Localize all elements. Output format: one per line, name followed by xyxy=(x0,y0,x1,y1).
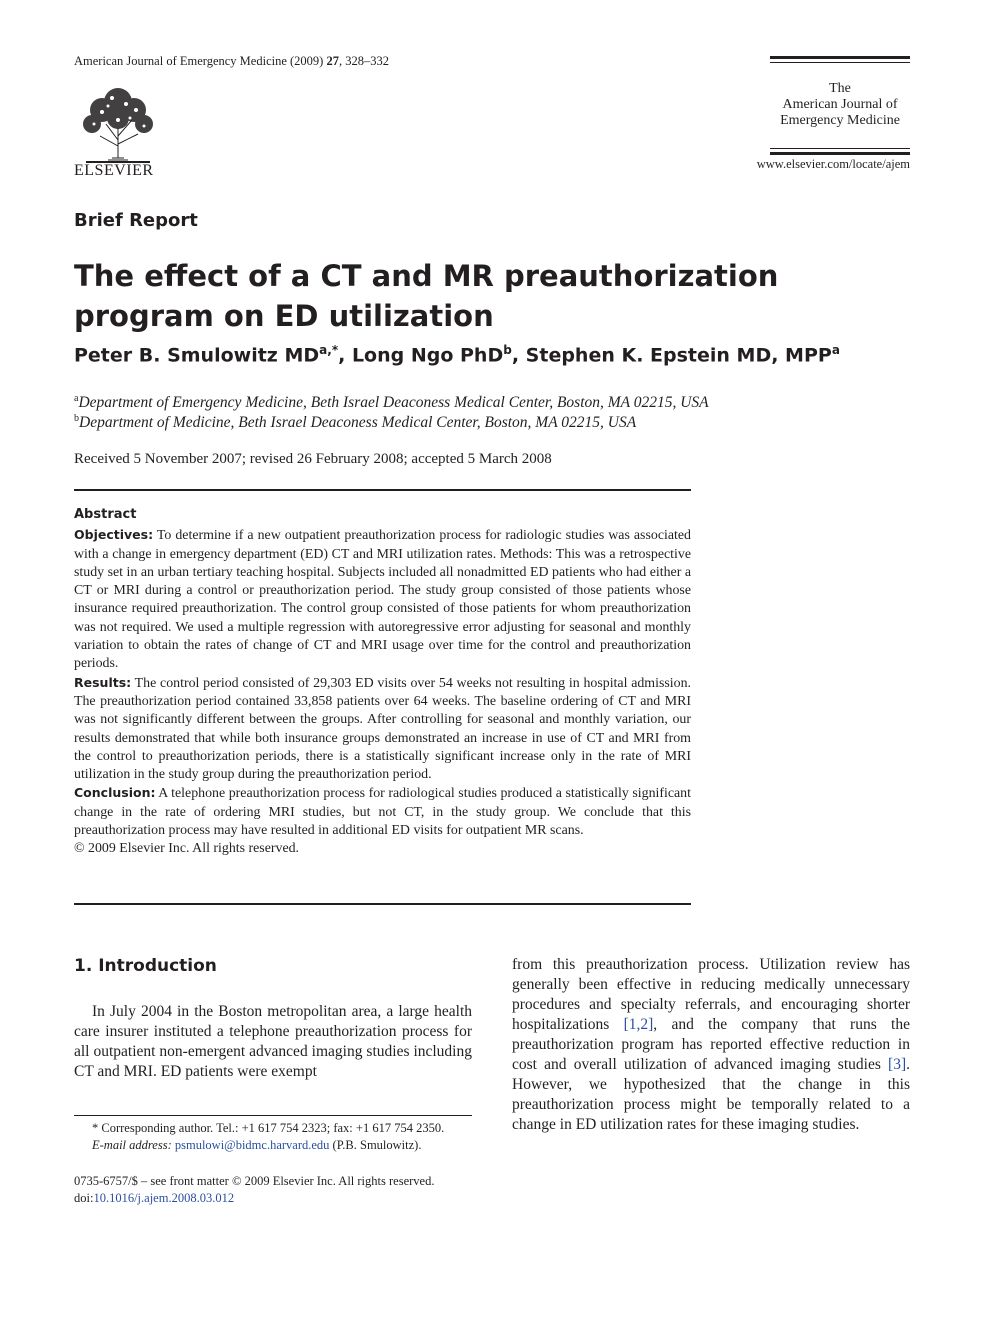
objectives-text: To determine if a new outpatient preauthorization process for radiologic studies was associated with a change in emergency department (ED) CT and MRI utilization rates. Methods: This was a retrospective study set in an urban tertiary teaching hospital. Subjects included all nonadmitted ED patients who had either a CT or MRI during a control or preauthorization period. The study group consisted of those patients whose insurance required preauthorization. The control group consisted of those patients for whom preauthorization was not required. We used a multiple regression with autoregressive error adjusting for seasonal and monthly variation to obtain the rates of change of CT and MRI usage over time for the control and preauthorization periods. xyxy=(74,528,691,672)
affiliation-text: Department of Emergency Medicine, Beth Israel Deaconess Medical Center, Boston, MA 02215, USA xyxy=(78,394,709,412)
body-paragraph xyxy=(512,955,910,1135)
footnote-rule xyxy=(74,1115,472,1116)
results-label: Results: xyxy=(74,674,132,690)
elsevier-logo-text: ELSEVIER xyxy=(74,162,154,179)
conclusion-text: A telephone preauthorization process for radiological studies produced a statistically significant change in the rate of ordering MRI studies, but not CT, in the study group. We conclude that this preauthorization process may have resulted in additional ED visits for outpatient MR scans. xyxy=(74,786,691,839)
author-name: Long Ngo PhD xyxy=(351,344,504,367)
masthead-rule-bottom xyxy=(770,152,910,155)
author-list: Peter B. Smulowitz $MD^{a,*}$, Long Ngo PhD$^b$, Stephen K. Epstein MD, MPP$^a$ xyxy=(74,343,840,367)
affiliation-text: Department of Medicine, Beth Israel Deaconess Medical Center, Boston, MA 02215, USA xyxy=(79,414,637,432)
footer-info xyxy=(74,1173,494,1207)
affiliation-mark: a xyxy=(74,393,79,404)
journal-url-link[interactable]: www.elsevier.com/locate/ajem xyxy=(756,157,910,171)
journal-masthead xyxy=(770,56,910,155)
abstract-objectives xyxy=(74,526,691,673)
section-label: Brief Report xyxy=(74,210,198,231)
author-name: Peter B. Smulowitz MD xyxy=(74,344,320,367)
journal-citation xyxy=(74,54,389,69)
journal-name-line3: Emergency Medicine xyxy=(780,113,900,128)
body-paragraph: In July 2004 in the Boston metropolitan area, a large health care insurer instituted a telephone preauthorization process for all outpatient non-emergent advanced imaging studies including CT and MRI. ED patients were exempt xyxy=(74,1003,472,1080)
author-name: Stephen K. Epstein MD, MPP xyxy=(525,344,832,367)
body-column-right xyxy=(512,955,910,1135)
section-heading-introduction: 1. Introduction xyxy=(74,956,217,976)
affiliation xyxy=(74,393,834,412)
reference-link[interactable]: [1,2] xyxy=(623,1016,654,1033)
doi-line xyxy=(74,1190,494,1207)
body-column-left xyxy=(74,1002,472,1082)
body-text: . However, we hypothesized that the change in this preauthorization process might be temporally related to a change in ED utilization rates for these imaging studies. xyxy=(512,1056,910,1133)
author-affiliation-mark: a,* xyxy=(319,343,339,357)
abstract-heading: Abstract xyxy=(74,507,137,522)
masthead-rule-bottom-thin xyxy=(770,148,910,149)
body-text: , and the company that runs the preauthorization program has reported effective reduction in cost and overall utilization of advanced imaging studies xyxy=(512,1016,910,1073)
journal-name xyxy=(770,63,910,145)
email-suffix: (P.B. Smulowitz). xyxy=(332,1138,422,1152)
reference-link[interactable]: [3] xyxy=(888,1056,907,1073)
objectives-label: Objectives: xyxy=(74,527,154,543)
doi-link[interactable]: 10.1016/j.ajem.2008.03.012 xyxy=(93,1191,235,1205)
issn-line: 0735-6757/$ – see front matter © 2009 Elsevier Inc. All rights reserved. xyxy=(74,1174,435,1188)
doi-label: doi: xyxy=(74,1191,94,1205)
abstract-rule-bottom xyxy=(74,903,691,905)
abstract-conclusion xyxy=(74,784,691,840)
received-dates: Received 5 November 2007; revised 26 February 2008; accepted 5 March 2008 xyxy=(74,451,552,467)
corresponding-author: Corresponding author. Tel.: +1 617 754 2323; fax: +1 617 754 2350. xyxy=(101,1121,445,1135)
abstract-results xyxy=(74,674,691,785)
abstract xyxy=(74,506,691,859)
citation-volume: 27 xyxy=(326,54,339,68)
article-title: The effect of a CT and MR preauthorization program on ED utilization xyxy=(74,259,779,333)
citation-journal: American Journal of Emergency Medicine (2009) xyxy=(74,54,324,68)
footnote xyxy=(74,1120,472,1154)
email-link[interactable]: psmulowi@bidmc.harvard.edu xyxy=(174,1138,330,1152)
body-text: from this preauthorization process. Utilization review has generally been effective in reducing medically unnecessary procedures and specialty referrals, and encouraging shorter hospitalizations xyxy=(512,956,910,1033)
abstract-rule-top xyxy=(74,489,691,491)
journal-name-line1: The xyxy=(829,81,851,96)
author-affiliation-mark: b xyxy=(503,343,512,357)
abstract-copyright: © 2009 Elsevier Inc. All rights reserved. xyxy=(74,841,300,857)
masthead-rule-top xyxy=(770,56,910,59)
conclusion-label: Conclusion: xyxy=(74,785,156,801)
results-text: The control period consisted of 29,303 ED visits over 54 weeks not resulting in hospital admission. The preauthorization period contained 33,858 patients over 64 weeks. The baseline ordering of CT and MRI was not significantly different between the groups. After controlling for seasonal and monthly variation, our results demonstrated that while both insurance groups demonstrated an increase in use of CT and MRI from the control to preauthorization periods, there is a statistically significant increase only in the rate of MRI utilization in the study group during the preauthorization period. xyxy=(74,675,691,783)
author-affiliation-mark: a xyxy=(831,343,840,357)
journal-name-line2: American Journal of xyxy=(782,97,898,112)
affiliation-mark: b xyxy=(74,413,79,424)
email-label: E-mail address: xyxy=(92,1138,172,1152)
footnote-star: * xyxy=(92,1121,99,1135)
affiliation xyxy=(74,413,834,432)
citation-pages: , 328–332 xyxy=(338,54,389,68)
